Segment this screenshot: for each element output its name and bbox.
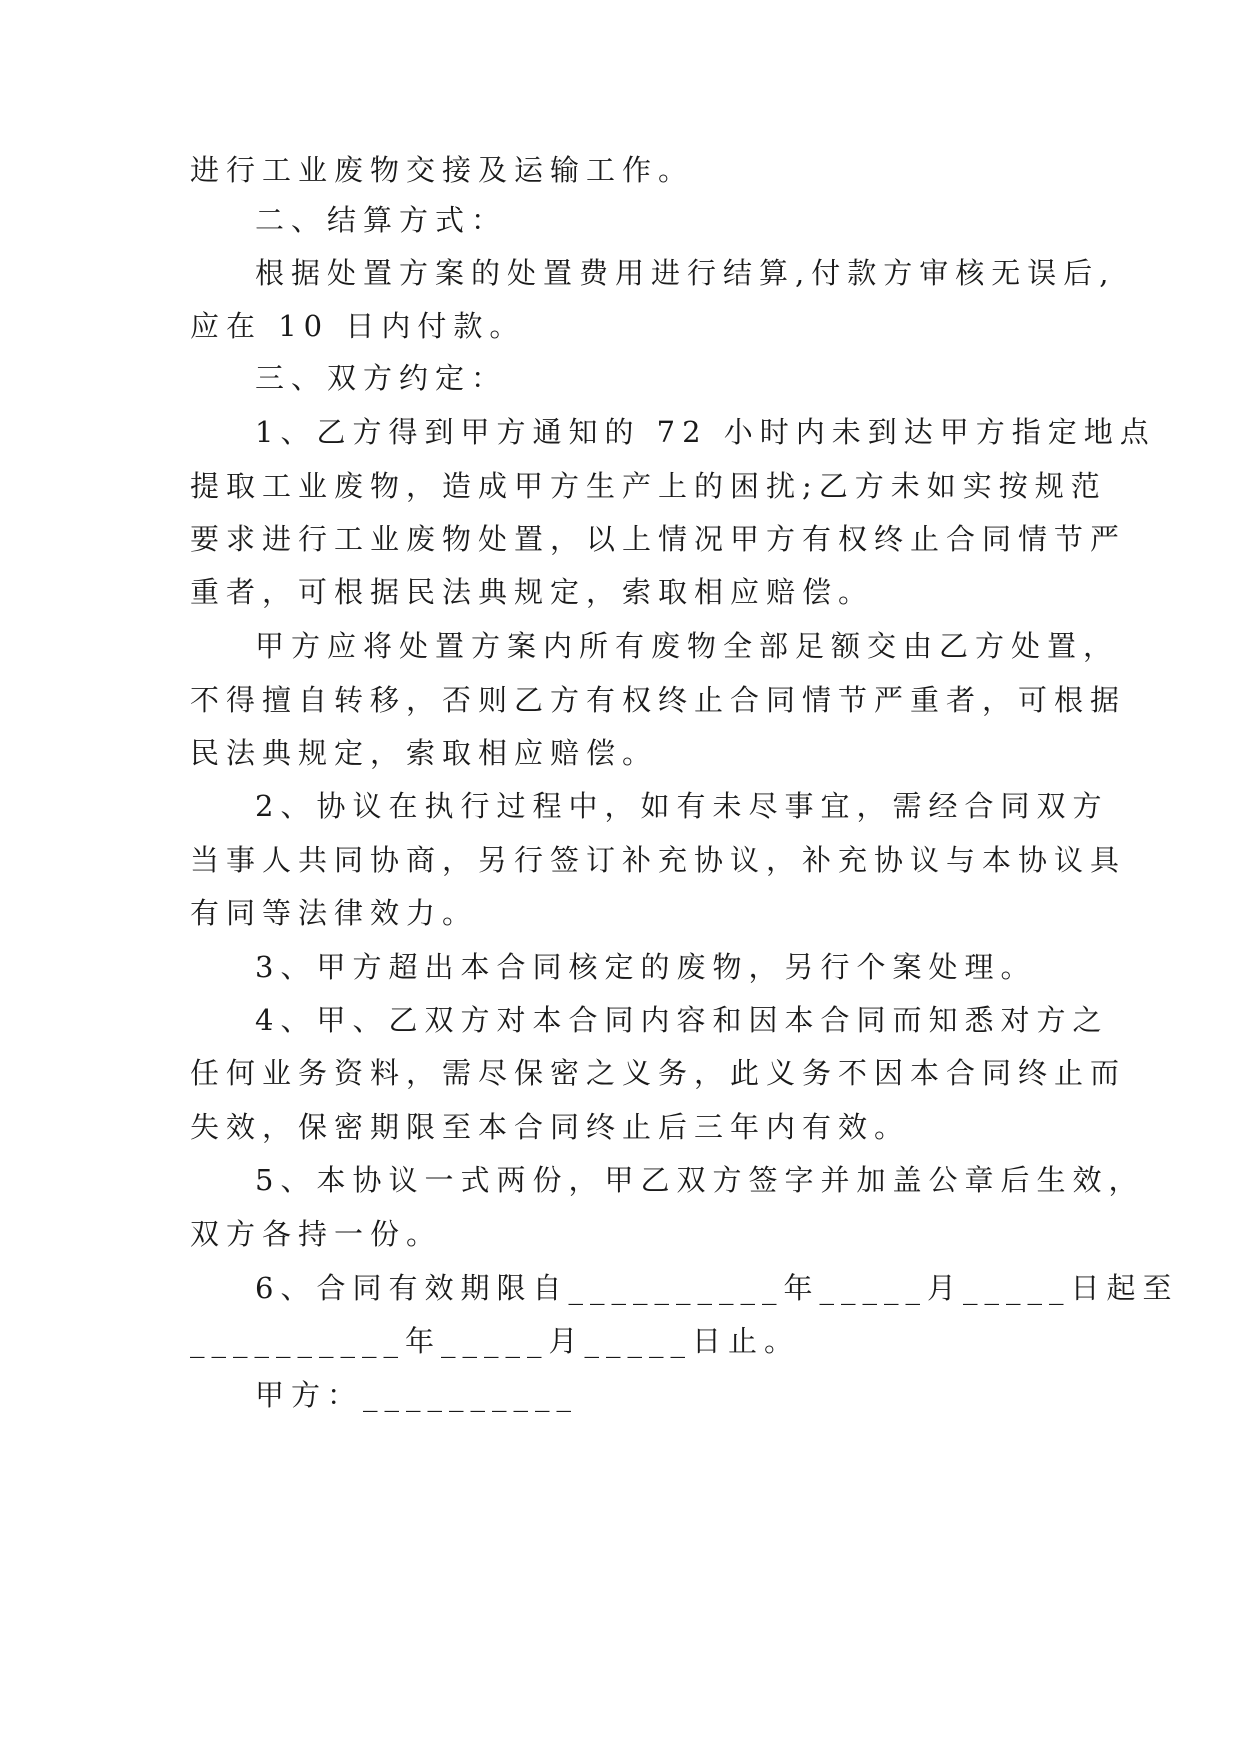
text-line: 失效，保密期限至本合同终止后三年内有效。 xyxy=(190,1110,911,1144)
section-heading: 三、双方约定： xyxy=(255,361,508,395)
text-line: __________年_____月_____日止。 xyxy=(190,1324,801,1358)
text-line: 2、协议在执行过程中，如有未尽事宜，需经合同双方 xyxy=(255,789,1109,823)
text-line: 根据处置方案的处置费用进行结算,付款方审核无误后, xyxy=(255,256,1116,290)
text-line: 1、乙方得到甲方通知的 72 小时内未到达甲方指定地点 xyxy=(255,415,1156,449)
text-line: 要求进行工业废物处置，以上情况甲方有权终止合同情节严 xyxy=(190,522,1127,556)
text-line: 不得擅自转移，否则乙方有权终止合同情节严重者，可根据 xyxy=(190,683,1127,717)
text-line: 4、甲、乙双方对本合同内容和因本合同而知悉对方之 xyxy=(255,1003,1109,1037)
text-line: 双方各持一份。 xyxy=(190,1217,443,1251)
text-line: 任何业务资料，需尽保密之义务，此义务不因本合同终止而 xyxy=(190,1056,1127,1090)
text-line: 重者，可根据民法典规定，索取相应赔偿。 xyxy=(190,575,875,609)
text-line: 民法典规定，索取相应赔偿。 xyxy=(190,736,659,770)
text-line: 6、合同有效期限自__________年_____月_____日起至 xyxy=(255,1271,1179,1305)
text-line: 提取工业废物，造成甲方生产上的困扰;乙方未如实按规范 xyxy=(190,469,1107,503)
text-line: 有同等法律效力。 xyxy=(190,896,479,930)
text-line: 应在 10 日内付款。 xyxy=(190,309,526,343)
text-line: 当事人共同协商，另行签订补充协议，补充协议与本协议具 xyxy=(190,843,1127,877)
section-heading: 二、结算方式： xyxy=(255,203,508,237)
text-line: 甲方应将处置方案内所有废物全部足额交由乙方处置， xyxy=(255,629,1120,663)
text-line: 5、本协议一式两份，甲乙双方签字并加盖公章后生效， xyxy=(255,1163,1145,1197)
text-line: 3、甲方超出本合同核定的废物，另行个案处理。 xyxy=(255,950,1037,984)
signature-line: 甲方：__________ xyxy=(255,1378,579,1412)
text-line: 进行工业废物交接及运输工作。 xyxy=(190,153,695,187)
